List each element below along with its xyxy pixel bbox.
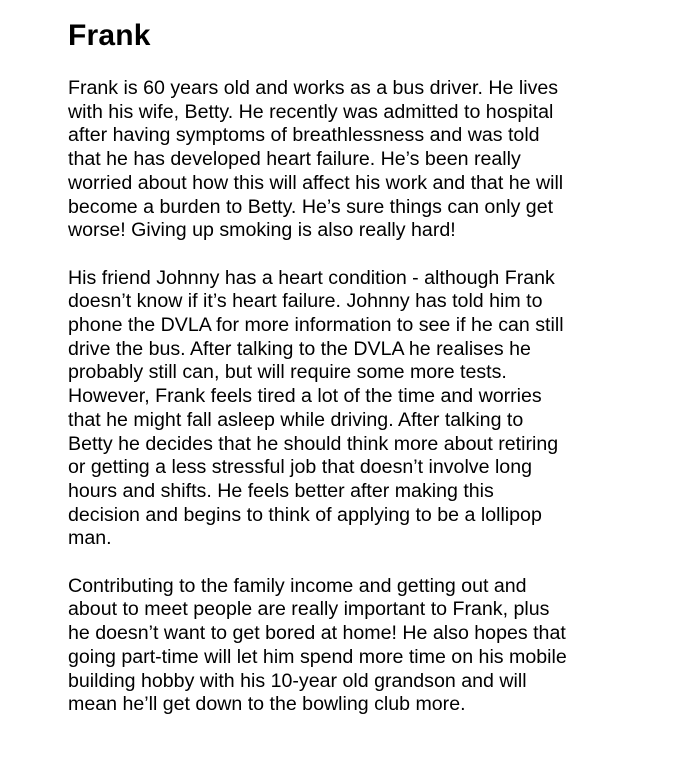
paragraph-1 xyxy=(68,77,668,243)
text-line: become a burden to Betty. He’s sure things can only get xyxy=(68,195,554,218)
text-line: building hobby with his 10-year old grandson and will xyxy=(68,669,527,692)
text-line: probably still can, but will require some more tests. xyxy=(68,361,507,384)
text-line: doesn’t know if it’s heart failure. Johnny has told him to xyxy=(68,290,543,313)
text-line: worried about how this will affect his work and that he will xyxy=(68,171,564,194)
paragraph-3 xyxy=(68,575,668,717)
text-line: he doesn’t want to get bored at home! He also hopes that xyxy=(68,622,566,645)
text-line: about to meet people are really important to Frank, plus xyxy=(68,598,550,621)
text-line: phone the DVLA for more information to see if he can still xyxy=(68,314,564,337)
document-page xyxy=(68,16,668,717)
text-line: that he might fall asleep while driving. After talking to xyxy=(68,408,524,431)
text-line: However, Frank feels tired a lot of the time and worries xyxy=(68,385,542,408)
text-line: going part-time will let him spend more time on his mobile xyxy=(68,645,567,668)
document-title: Frank xyxy=(68,19,151,52)
text-line: Betty he decides that he should think more about retiring xyxy=(68,432,559,455)
text-line: worse! Giving up smoking is also really hard! xyxy=(68,219,456,242)
text-line: mean he’ll get down to the bowling club more. xyxy=(68,693,466,716)
text-line: after having symptoms of breathlessness and was told xyxy=(68,124,540,147)
text-line: that he has developed heart failure. He’s been really xyxy=(68,148,521,171)
text-line: Frank is 60 years old and works as a bus driver. He lives xyxy=(68,77,559,99)
text-line: or getting a less stressful job that doesn’t involve long xyxy=(68,456,532,479)
text-line: His friend Johnny has a heart condition - although Frank xyxy=(68,266,555,289)
text-line: hours and shifts. He feels better after making this xyxy=(68,479,494,502)
text-line: Contributing to the family income and getting out and xyxy=(68,574,527,597)
text-line: decision and begins to think of applying to be a lollipop xyxy=(68,503,542,526)
paragraph-2 xyxy=(68,267,668,551)
text-line: drive the bus. After talking to the DVLA he realises he xyxy=(68,337,531,360)
text-line: with his wife, Betty. He recently was admitted to hospital xyxy=(68,100,554,123)
text-line: man. xyxy=(68,527,112,550)
